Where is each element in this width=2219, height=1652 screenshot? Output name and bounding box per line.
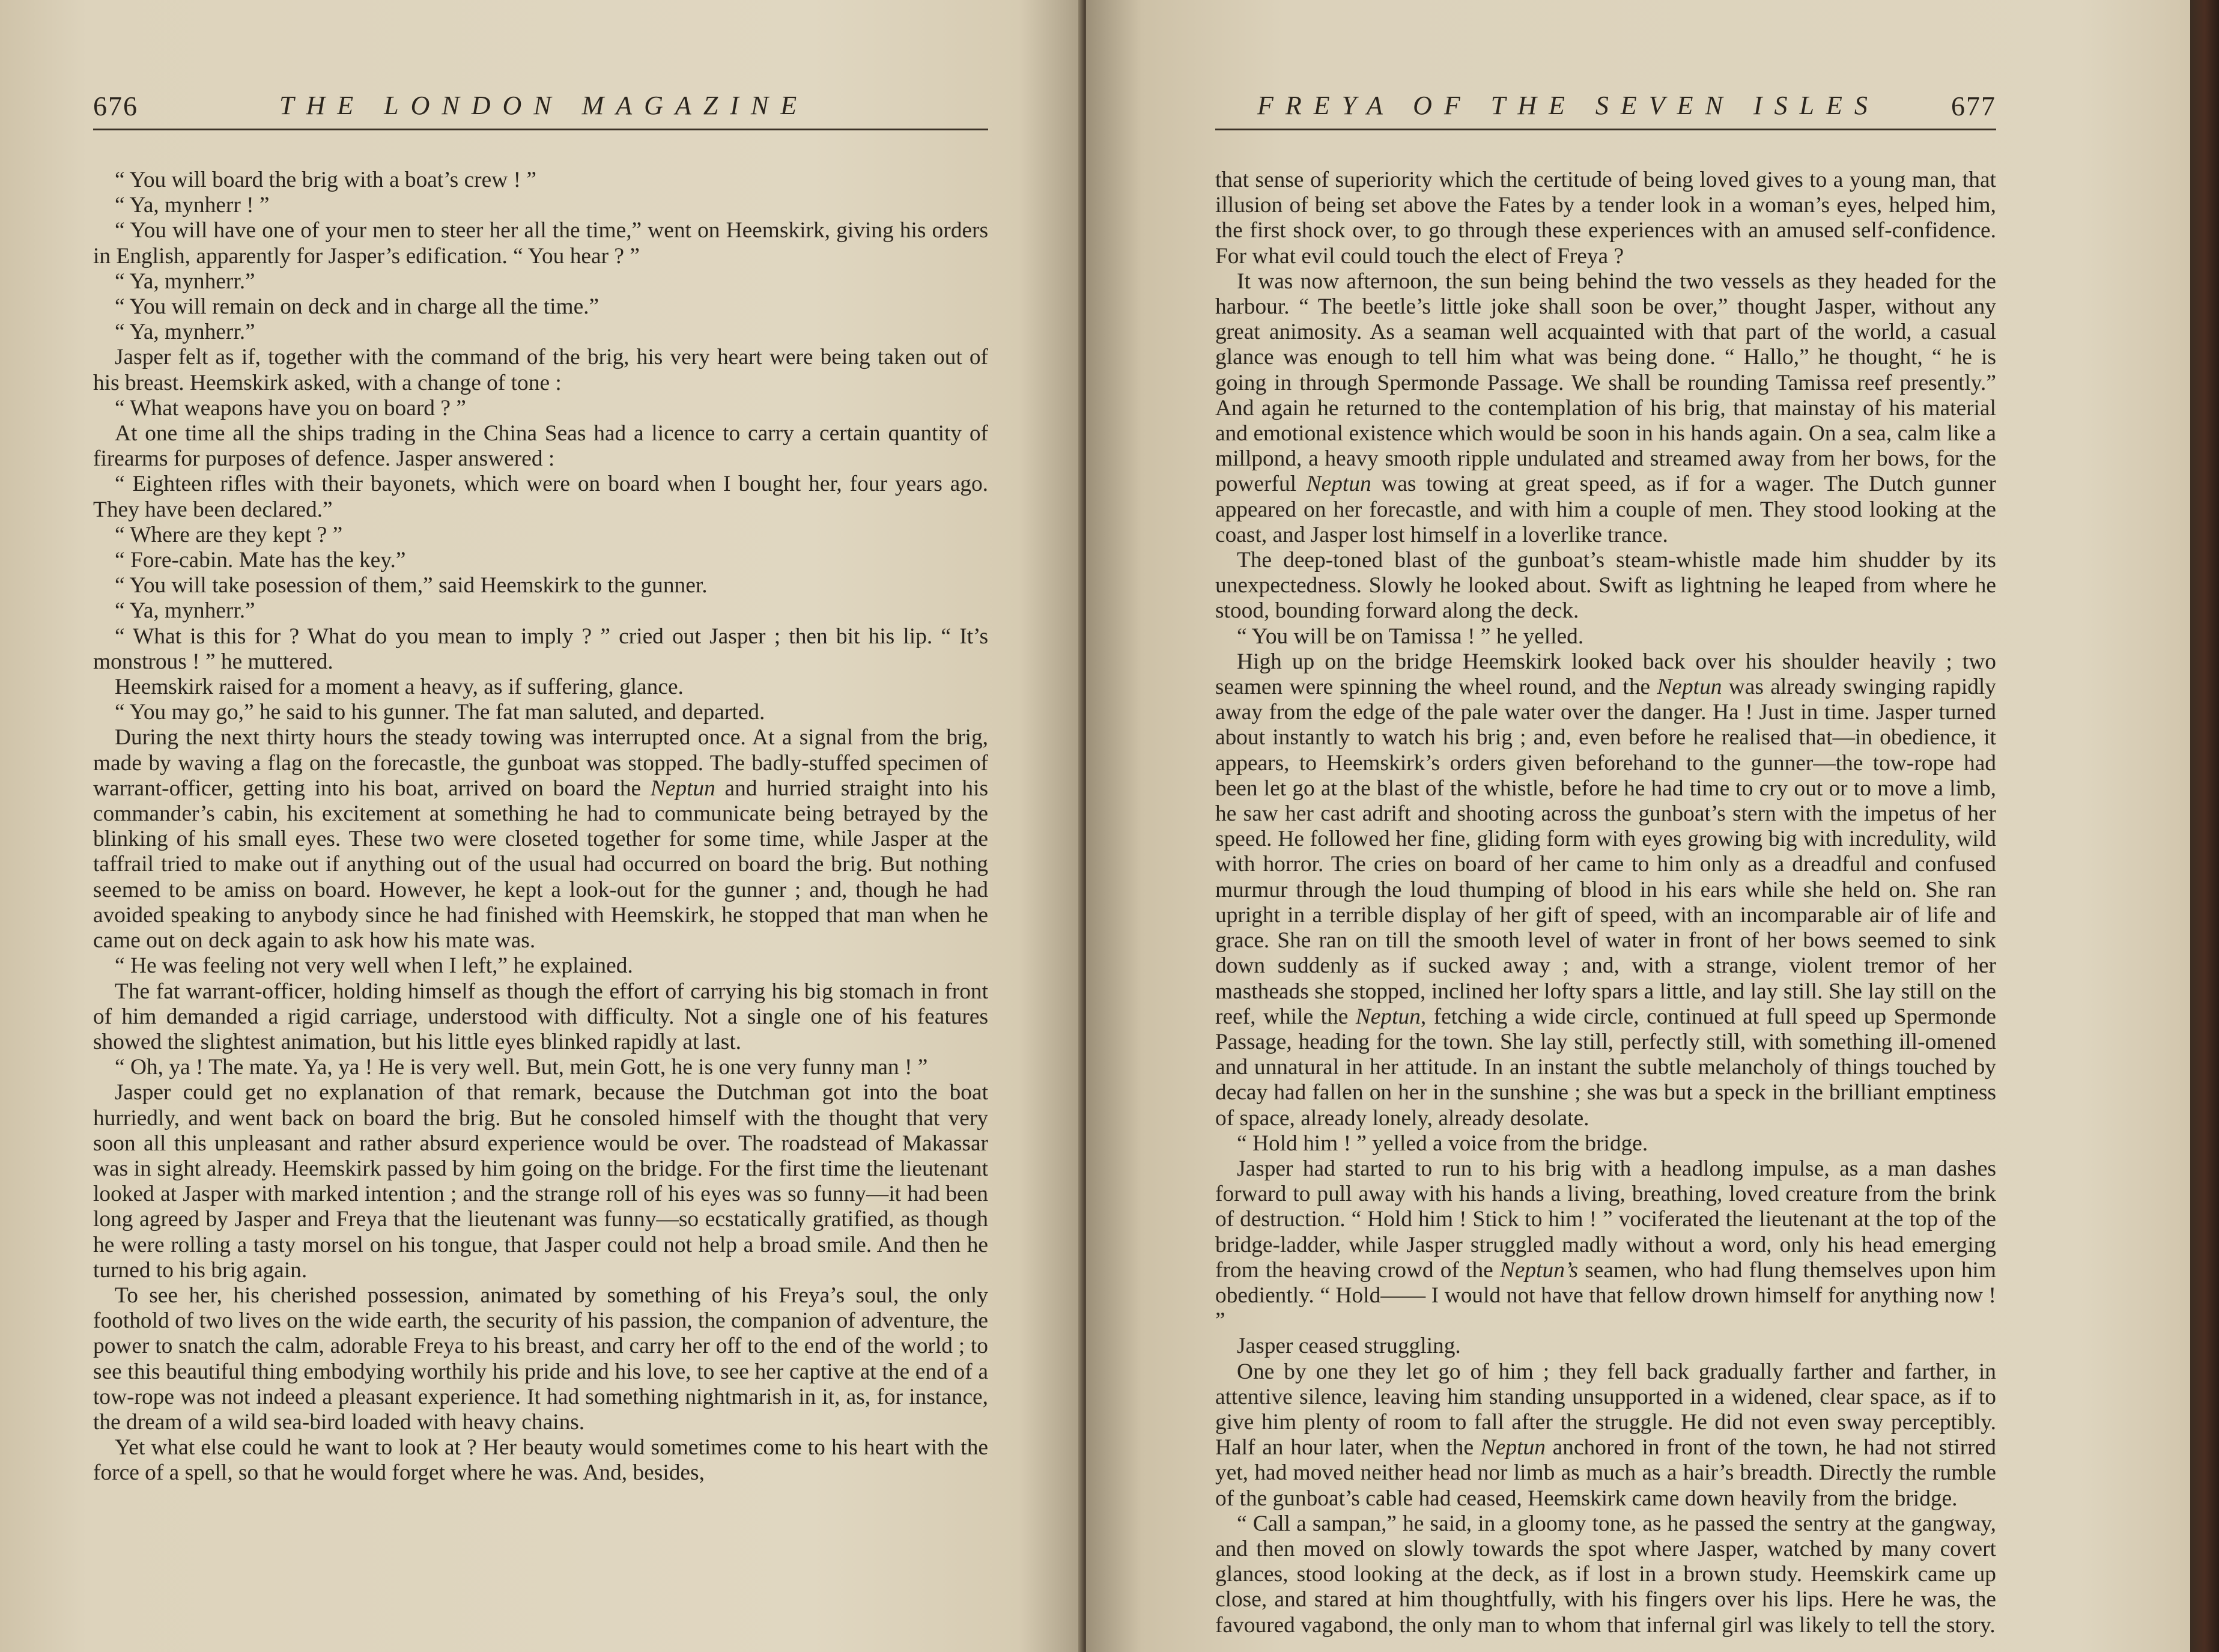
paragraph [1215,269,1996,548]
right-page-number: 677 [1951,91,1996,121]
paragraph: The fat warrant-officer, holding himself as though the effort of carrying his big stomach in front of him demanded a rigid carriage, understood with difficulty. Not a single one of his features showed the slightest animation, but his little eyes blinked rapidly at last. [93,979,988,1054]
paragraph: “ Fore-cabin. Mate has the key.” [115,548,406,573]
paragraph-text: During the next thirty hours the steady towing was interrupted once. At a signal from the brig, made by waving a flag on the forecastle, the gunboat was stopped. The badly-stuffed specimen of warrant-officer, getting into his boat, arrived on board the [93,725,988,801]
paragraph [93,725,988,953]
paragraph: “ Ya, mynherr ! ” [115,193,270,218]
paragraph [1215,649,1996,1131]
paragraph-text: One by one they let go of him ; they fell back gradually farther and farther, in attentive silence, leaving him standing unsupported in a widened, clear space, as if to give him plenty of room to fall after the struggle. He did not even sway perceptibly. Half an hour later, when the [1215,1359,1996,1460]
paragraph: Jasper could get no explanation of that remark, because the Dutchman got into the boat hurriedly, and went back on board the brig. But he consoled himself with the thought that very soon all this unpleasant and rather absurd experience would be over. The roadstead of Makassar was in sight already. Heemskirk passed by him going on the bridge. For the first time the lieutenant looked at Jasper with marked intention ; and the strange roll of his eyes was so funny—it had been long agreed by Jasper and Freya that the lieutenant was funny—so ecstatically gratified, as though he were rolling a tasty morsel on his tongue, that Jasper could not help a broad smile. And then he turned to his brig again. [93,1080,988,1283]
right-page [1086,0,2190,1652]
paragraph: “ Ya, mynherr.” [115,269,255,294]
paragraph: The deep-toned blast of the gunboat’s steam-whistle made him shudder by its unexpectedness. Slowly he looked about. Swift as lightning he leaped from where he stood, bounding forward along the deck. [1215,548,1996,624]
paragraph [1215,1359,1996,1511]
paragraph: “ Ya, mynherr.” [115,320,255,345]
paragraph: “ You will board the brig with a boat’s crew ! ” [115,168,536,192]
paragraph: “ Eighteen rifles with their bayonets, which were on board when I bought her, four years ago. They have been declared.” [93,472,988,522]
paragraph: “ Ya, mynherr.” [115,598,255,624]
left-page [0,0,1084,1652]
paragraph: “ Oh, ya ! The mate. Ya, ya ! He is very well. But, mein Gott, he is one very funny man ! ” [115,1055,928,1080]
paragraph: “ You may go,” he said to his gunner. The fat man saluted, and departed. [115,700,765,725]
right-running-title: FREYA OF THE SEVEN ISLES [1257,91,1880,120]
paragraph-text: It was now afternoon, the sun being behind the two vessels as they headed for the harbour. “ The beetle’s little joke shall soon be over,” thought Jasper, without any great animosity. As a seaman well acquainted with that part of the world, a casual glance was enough to tell him what was being done. “ Hallo,” he thought, “ he is going in through Spermonde Passage. We shall be rounding Tamissa reef presently.” And again he returned to the contemplation of his brig, that mainstay of his material and emotional existence which would be soon in his hands again. On a sea, calm like a millpond, a heavy smooth ripple undulated and streamed away from her bows, for the powerful [1215,269,1996,497]
paragraph: Yet what else could he want to look at ? Her beauty would sometimes come to his heart with the force of a spell, so that he would forget where he was. And, besides, [93,1435,988,1486]
paragraph-text: seamen, who had flung themselves upon him obediently. “ Hold—— I would not have that fellow drown himself for anything now ! ” [1215,1257,1996,1334]
paragraph: “ Hold him ! ” yelled a voice from the bridge. [1237,1131,1648,1156]
paragraph: “ Where are they kept ? ” [115,522,343,547]
paragraph: Jasper felt as if, together with the command of the brig, his very heart were being taken out of his breast. Heemskirk asked, with a change of tone : [93,345,988,395]
paragraph: “ You will be on Tamissa ! ” he yelled. [1237,624,1584,649]
ship-name: Neptun [1306,472,1371,497]
paragraph: Jasper ceased struggling. [1237,1334,1461,1359]
paragraph [1215,1156,1996,1334]
paragraph: “ You will take posession of them,” said Heemskirk to the gunner. [115,573,708,598]
ship-name: Neptun’s [1499,1257,1579,1283]
paragraph: “ What weapons have you on board ? ” [115,395,466,421]
ship-name: Neptun [1480,1435,1546,1460]
paragraph-text: was already swinging rapidly away from the edge of the pale water over the danger. Ha ! Just in time. Jasper turned about instantly to watch his brig ; and, even before he realised that—in obedience, it appears, to Heemskirk’s orders given beforehand to the gunner—the tow-rope had been let go at the blast of the whistle, before he had time to cry out or to move a limb, he saw her cast adrift and shooting across the gunboat’s stern with the impetus of her speed. He followed her fine, gliding form with eyes growing big with incredulity, wild with horror. The cries on board of her came to him only as a dreadful and confused murmur through the loud thumping of blood in his ears while she held on. She ran upright in a terrible display of her gift of speed, with an incomparable air of life and grace. She ran on till the smooth level of water in front of her bows seemed to sink down suddenly as if sucked away ; and, with a strange, violent tremor of her mastheads she stopped, inclined her lofty spars a little, and lay still. She lay still on the reef, while the [1215,675,1996,1029]
paragraph: At one time all the ships trading in the China Seas had a licence to carry a certain quantity of firearms for purposes of defence. Jasper answered : [93,421,988,472]
paragraph: To see her, his cherished possession, animated by something of his Freya’s soul, the only foothold of two lives on the wide earth, the security of his passion, the companion of adventure, the power to snatch the calm, adorable Freya to his breast, and carry her off to the end of the world ; to see this beautiful thing embodying worthily his pride and his love, to see her captive at the end of a tow-rope was not indeed a pleasant experience. It had something nightmarish in it, as, for instance, the dream of a wild sea-bird loaded with heavy chains. [93,1283,988,1435]
paragraph-text: , fetching a wide circle, continued at full speed up Spermonde Passage, heading for the town. She lay still, perfectly still, with something ill-omened and unnatural in her attitude. In an instant the subtle melancholy of things touched by decay had fallen on her in the sunshine ; she was but a speck in the brilliant emptiness of space, already lonely, already desolate. [1215,1004,1997,1131]
paragraph: “ What is this for ? What do you mean to imply ? ” cried out Jasper ; then bit his lip. “ It’s monstrous ! ” he muttered. [93,624,988,674]
paragraph-text: and hurried straight into his commander’s cabin, his excitement at something he had to communicate being betrayed by the blinking of his small eyes. These two were closeted together for some time, while Jasper at the taffrail tried to make out if anything out of the usual had occurred on board the brig. But nothing seemed to be amiss on board. However, he kept a look-out for the gunner ; and, though he had avoided speaking to anybody since he had finished with Heemskirk, he stopped that man when he came out on deck again to ask how his mate was. [93,776,989,953]
right-running-head [1215,84,1996,130]
paragraph: Heemskirk raised for a moment a heavy, as if suffering, glance. [115,675,684,700]
ship-name: Neptun [1657,675,1722,700]
left-body-text [93,168,988,1486]
paragraph: that sense of superiority which the certitude of being loved gives to a young man, that illusion of being set above the Fates by a tender look in a woman’s eyes, helped him, the first shock over, to go through these experiences with an amused self-confidence. For what evil could touch the elect of Freya ? [1215,168,1996,269]
ship-name: Neptun [1355,1004,1421,1029]
paragraph: “ Call a sampan,” he said, in a gloomy tone, as he passed the sentry at the gangway, and then moved on slowly towards the spot where Jasper, watched by many covert glances, stood looking at the deck, as if lost in a brown study. Heemskirk came up close, and stared at him thoughtfully, with his fingers over his lips. Here he was, the favoured vagabond, the only man to whom that infernal girl was likely to tell the story. [1215,1511,1996,1638]
paragraph: “ He was feeling not very well when I left,” he explained. [115,953,633,979]
paragraph-text: anchored in front of the town, he had not stirred yet, had moved neither head nor limb as much as a hair’s breadth. Directly the rumble of the gunboat’s cable had ceased, Heemskirk came down heavily from the bridge. [1215,1435,1996,1511]
ship-name: Neptun [650,776,715,801]
left-page-number: 676 [93,91,138,121]
paragraph: “ You will have one of your men to steer her all the time,” went on Heemskirk, giving his orders in English, apparently for Jasper’s edification. “ You hear ? ” [93,218,988,269]
book-cover-edge [2190,0,2219,1652]
paragraph-text: was towing at great speed, as if for a wager. The Dutch gunner appeared on her forecastle, and with him a couple of men. They stood looking at the coast, and Jasper lost himself in a loverlike trance. [1215,472,1996,547]
paragraph-text: High up on the bridge Heemskirk looked back over his shoulder heavily ; two seamen were spinning the wheel round, and the [1215,649,1996,700]
left-running-head [93,84,988,130]
paragraph: “ You will remain on deck and in charge all the time.” [115,294,600,320]
left-running-title: THE LONDON MAGAZINE [279,91,809,120]
right-body-text [1215,168,1996,1638]
paragraph-text: Jasper had started to run to his brig with a headlong impulse, as a man dashes forward to pull away with his hands a living, breathing, loved creature from the brink of destruction. “ Hold him ! Stick to him ! ” vociferated the lieutenant at the top of the bridge-ladder, while Jasper struggled madly without a word, only his head emerging from the heaving crowd of the [1215,1156,1996,1283]
